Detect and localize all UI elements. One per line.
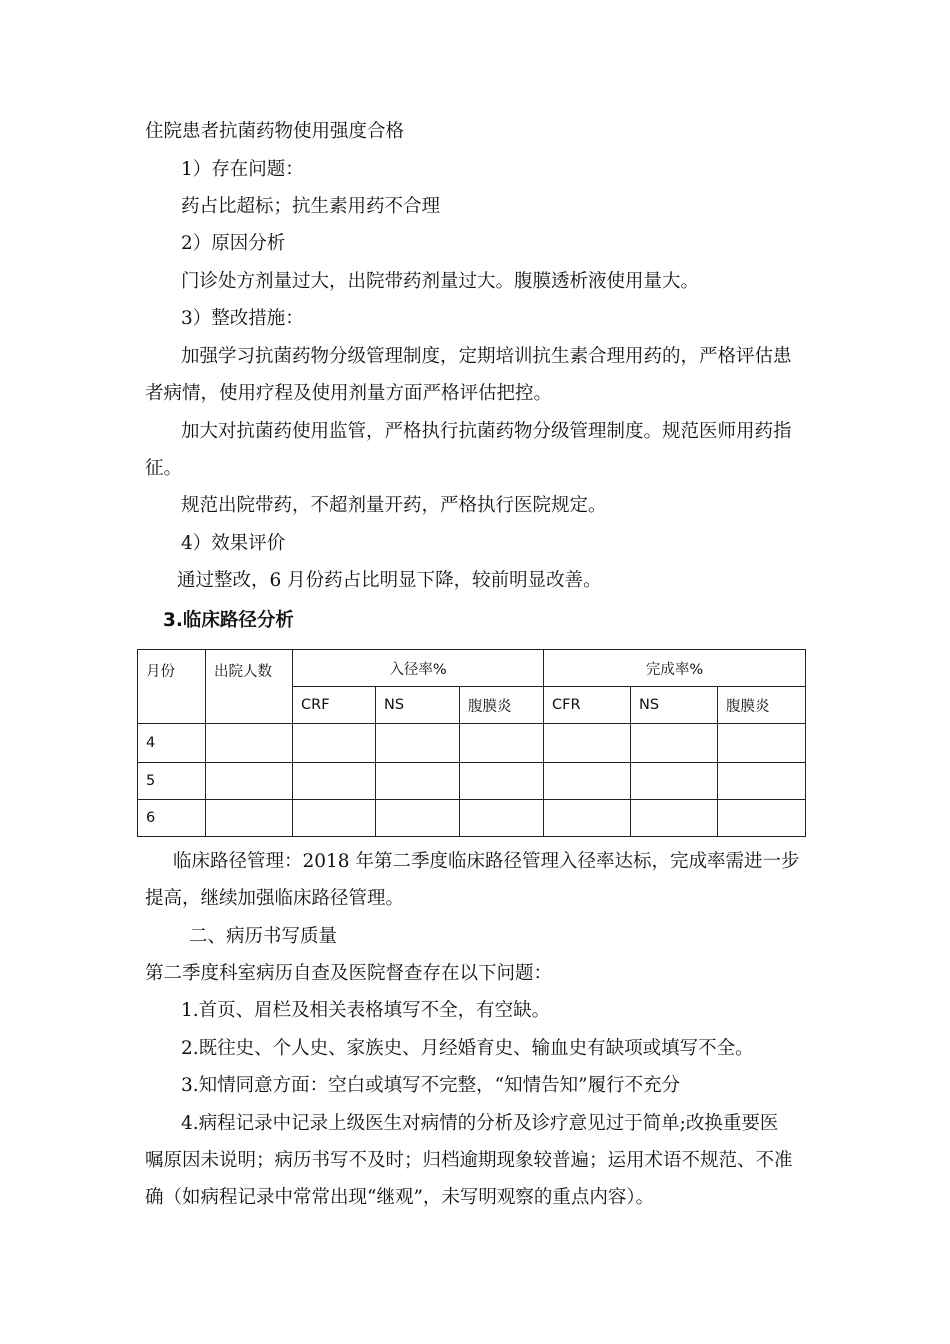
clinical-pathway-table bbox=[137, 649, 806, 837]
paragraph-intensity-qualified: 住院患者抗菌药物使用强度合格 bbox=[145, 121, 405, 142]
table-cell bbox=[544, 724, 631, 763]
table-cell bbox=[206, 763, 293, 800]
table-cell bbox=[544, 800, 631, 837]
paragraph-measure-3: 规范出院带药，不超剂量开药，严格执行医院规定。 bbox=[181, 495, 607, 516]
row-month: 4 bbox=[138, 724, 206, 763]
table-cell bbox=[544, 763, 631, 800]
section-heading-clinical-pathway: 3.临床路径分析 bbox=[163, 610, 294, 631]
table-cell bbox=[293, 800, 376, 837]
subheader-completion-peritonitis: 腹膜炎 bbox=[718, 687, 806, 724]
paragraph-measure-2-line-1: 加大对抗菌药使用监管，严格执行抗菌药物分级管理制度。规范医师用药指 bbox=[181, 421, 792, 442]
list-item-records-2: 2.既往史、个人史、家族史、月经婚育史、输血史有缺项或填写不全。 bbox=[181, 1038, 754, 1059]
table-cell bbox=[460, 800, 544, 837]
list-item-records-4-line-3: 确（如病程记录中常常出现“继观”，未写明观察的重点内容）。 bbox=[145, 1187, 655, 1208]
row-month: 5 bbox=[138, 763, 206, 800]
table-cell bbox=[718, 724, 806, 763]
table-cell bbox=[631, 724, 718, 763]
table-row bbox=[138, 763, 806, 800]
table-cell bbox=[718, 800, 806, 837]
table-cell bbox=[460, 763, 544, 800]
header-month: 月份 bbox=[138, 650, 206, 724]
row-month: 6 bbox=[138, 800, 206, 837]
subheader-completion-cfr: CFR bbox=[544, 687, 631, 724]
header-discharged-count: 出院人数 bbox=[206, 650, 293, 724]
table-cell bbox=[376, 763, 460, 800]
paragraph-measure-1-line-2: 者病情，使用疗程及使用剂量方面严格评估把控。 bbox=[145, 383, 553, 404]
list-item-records-3: 3.知情同意方面：空白或填写不完整，“知情告知”履行不充分 bbox=[181, 1075, 681, 1096]
paragraph-evaluation: 通过整改，6 月份药占比明显下降，较前明显改善。 bbox=[177, 570, 602, 591]
table-row bbox=[138, 800, 806, 837]
paragraph-cause-analysis: 门诊处方剂量过大，出院带药剂量过大。腹膜透析液使用量大。 bbox=[181, 271, 700, 292]
subheader-entry-crf: CRF bbox=[293, 687, 376, 724]
table-cell bbox=[293, 724, 376, 763]
table-cell bbox=[460, 724, 544, 763]
table-cell bbox=[293, 763, 376, 800]
paragraph-problems: 药占比超标；抗生素用药不合理 bbox=[181, 196, 441, 217]
list-item-records-4-line-2: 嘱原因未说明；病历书写不及时；归档逾期现象较普遍；运用术语不规范、不准 bbox=[145, 1150, 793, 1171]
table-header-row bbox=[138, 650, 806, 687]
table-cell bbox=[376, 724, 460, 763]
section-heading-medical-records: 二、病历书写质量 bbox=[189, 926, 338, 947]
table-cell bbox=[206, 800, 293, 837]
subheading-measures: 3）整改措施： bbox=[181, 308, 304, 329]
table-cell bbox=[206, 724, 293, 763]
subheader-entry-peritonitis: 腹膜炎 bbox=[460, 687, 544, 724]
list-item-records-4-line-1: 4.病程记录中记录上级医生对病情的分析及诊疗意见过于简单;改换重要医 bbox=[181, 1113, 779, 1134]
subheading-problems: 1）存在问题： bbox=[181, 159, 304, 180]
subheading-evaluation: 4）效果评价 bbox=[181, 533, 286, 554]
table-cell bbox=[376, 800, 460, 837]
table-cell bbox=[631, 800, 718, 837]
subheader-entry-ns: NS bbox=[376, 687, 460, 724]
header-entry-rate: 入径率% bbox=[293, 650, 544, 687]
table-cell bbox=[631, 763, 718, 800]
paragraph-pathway-management-line-1: 临床路径管理：2018 年第二季度临床路径管理入径率达标，完成率需进一步 bbox=[173, 851, 800, 872]
subheading-cause-analysis: 2）原因分析 bbox=[181, 233, 286, 254]
paragraph-records-intro: 第二季度科室病历自查及医院督查存在以下问题： bbox=[145, 963, 553, 984]
subheader-completion-ns: NS bbox=[631, 687, 718, 724]
paragraph-measure-2-line-2: 征。 bbox=[145, 458, 183, 479]
paragraph-measure-1-line-1: 加强学习抗菌药物分级管理制度，定期培训抗生素合理用药的，严格评估患 bbox=[181, 346, 792, 367]
paragraph-pathway-management-line-2: 提高，继续加强临床路径管理。 bbox=[145, 888, 405, 909]
table-cell bbox=[718, 763, 806, 800]
header-completion-rate: 完成率% bbox=[544, 650, 806, 687]
table-row bbox=[138, 724, 806, 763]
list-item-records-1: 1.首页、眉栏及相关表格填写不全，有空缺。 bbox=[181, 1000, 551, 1021]
